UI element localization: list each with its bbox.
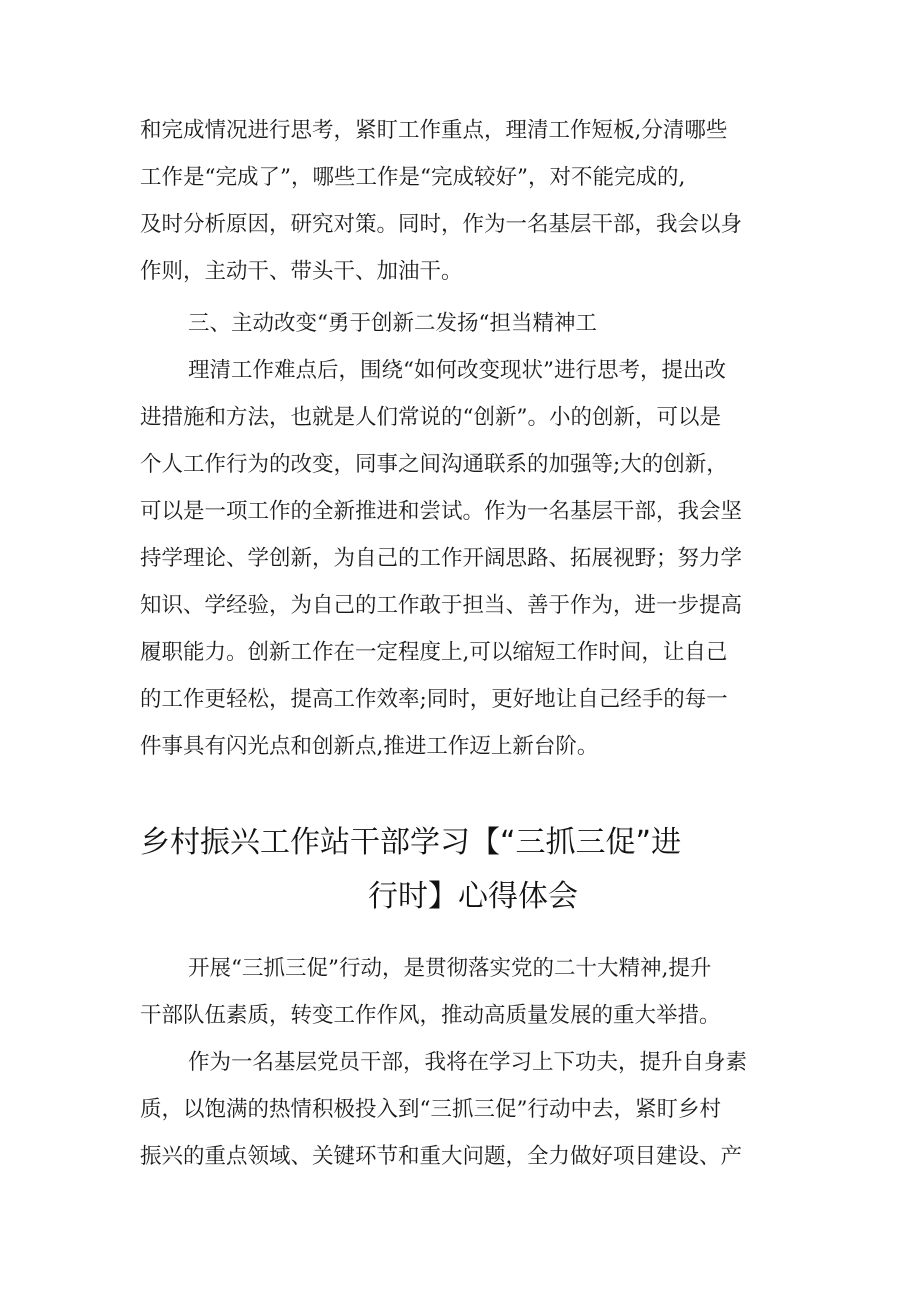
text-line: 作则，主动干、带头干、加油干。 [140, 259, 463, 284]
section-three [140, 312, 785, 782]
text-line: 质，以饱满的热情积极投入到“三抓三促”行动中去，紧盯乡村 [140, 1097, 721, 1122]
article-title [140, 826, 780, 934]
text-line: 作为一名基层党员干部，我将在学习上下功夫，提升自身素 [188, 1050, 748, 1075]
text-line: 振兴的重点领域、关键环节和重大问题，全力做好项目建设、产 [140, 1144, 743, 1169]
article-paragraph-1 [140, 957, 785, 1051]
paragraph-continued [140, 119, 785, 307]
text-line: 件事具有闪光点和创新点,推进工作迈上新台阶。 [140, 734, 599, 759]
text-line: 履职能力。创新工作在一定程度上,可以缩短工作时间，让自己 [140, 640, 728, 665]
text-line: 知识、学经验，为自己的工作敢于担当、善于作为，进一步提高 [140, 593, 743, 618]
text-line: 的工作更轻松，提高工作效率;同时，更好地让自己经手的每一 [140, 687, 728, 712]
text-line: 干部队伍素质，转变工作作风，推动高质量发展的重大举措。 [140, 1003, 721, 1028]
text-line: 进措施和方法，也就是人们常说的“创新”。小的创新，可以是 [140, 405, 721, 430]
text-line: 开展“三抓三促”行动，是贯彻落实党的二十大精神,提升 [188, 956, 712, 981]
text-line: 理清工作难点后，围绕“如何改变现状”进行思考，提出改 [188, 358, 726, 383]
text-line: 个人工作行为的改变，同事之间沟通联系的加强等;大的创新， [140, 452, 728, 477]
article-paragraph-2 [140, 1051, 785, 1192]
section-title: 三、主动改变“勇于创新二发扬“担当精神工 [188, 311, 597, 336]
article-title-line: 乡村振兴工作站干部学习【“三抓三促”进 [140, 825, 682, 860]
text-line: 工作是“完成了”，哪些工作是“完成较好”，对不能完成的, [140, 165, 686, 190]
text-line: 持学理论、学创新，为自己的工作开阔思路、拓展视野；努力学 [140, 546, 743, 571]
text-line: 和完成情况进行思考，紧盯工作重点，理清工作短板,分清哪些 [140, 118, 728, 143]
text-line: 可以是一项工作的全新推进和尝试。作为一名基层干部，我会坚 [140, 499, 743, 524]
article-title-line: 行时】心得体会 [368, 879, 578, 914]
text-line: 及时分析原因，研究对策。同时，作为一名基层干部，我会以身 [140, 212, 743, 237]
